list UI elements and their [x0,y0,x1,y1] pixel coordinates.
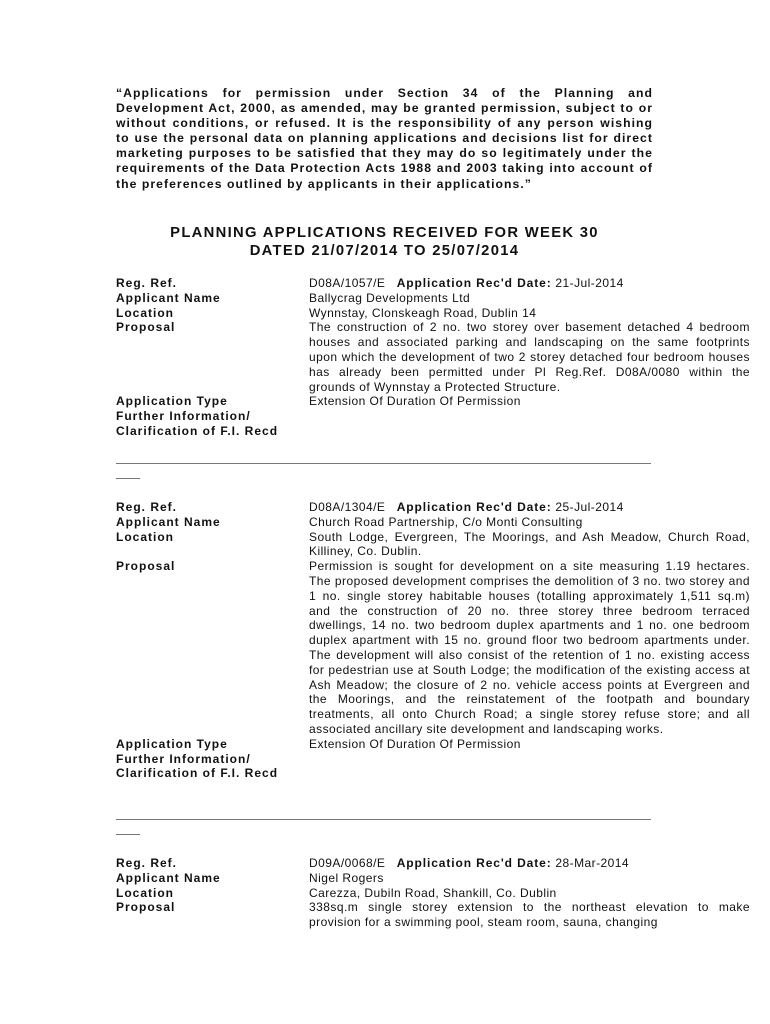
reg-ref-number: D08A/1057/E [309,276,386,290]
separator-stub [116,834,140,835]
reg-ref-value [309,500,750,515]
further-info-label: Further Information/ [116,409,251,424]
list-title: PLANNING APPLICATIONS RECEIVED FOR WEEK 30 [170,225,599,241]
applicant-name-label: Applicant Name [116,290,221,305]
applicant-name-value: Church Road Partnership, C/o Monti Consulting [309,514,583,529]
recd-date-value: 28-Mar-2014 [555,856,630,870]
proposal-label: Proposal [116,559,176,574]
location-value: Carezza, Dubiln Road, Shankill, Co. Dublin [309,885,557,900]
applicant-name-label: Applicant Name [116,514,221,529]
list-date-range: DATED 21/07/2014 TO 25/07/2014 [249,243,520,259]
application-type-value: Extension Of Duration Of Permission [309,394,521,409]
reg-ref-value [309,276,750,291]
application-type-value: Extension Of Duration Of Permission [309,736,521,751]
recd-date-value: 21-Jul-2014 [555,276,624,290]
reg-ref-label: Reg. Ref. [116,276,178,290]
reg-ref-label: Reg. Ref. [116,500,178,514]
recd-date-label: Application Rec'd Date: [396,856,552,870]
proposal-value: The construction of 2 no. two storey over basement detached 4 bedroom houses and associated parking and landscaping on the same footprints upon which the development of two 2 storey detached four bedroom houses has already been permitted under Pl Reg.Ref. D08A/0080 within the grounds of Wynnstay a Protected Structure. [309,320,750,394]
separator-line [116,819,651,820]
clarification-label: Clarification of F.I. Recd [116,423,279,438]
application-record [116,500,750,781]
location-label: Location [116,305,174,320]
recd-date-value: 25-Jul-2014 [555,500,624,514]
record-separator [116,815,651,837]
record-separator [116,459,651,481]
application-record [116,856,750,930]
application-type-label: Application Type [116,736,228,751]
reg-ref-number: D08A/1304/E [309,500,386,514]
reg-ref-value [309,856,750,871]
application-type-label: Application Type [116,394,228,409]
applicant-name-value: Nigel Rogers [309,870,384,885]
separator-stub [116,478,140,479]
applicant-name-value: Ballycrag Developments Ltd [309,290,471,305]
further-info-label: Further Information/ [116,751,251,766]
reg-ref-label: Reg. Ref. [116,856,178,870]
proposal-label: Proposal [116,320,176,335]
recd-date-label: Application Rec'd Date: [396,500,552,514]
location-value: Wynnstay, Clonskeagh Road, Dublin 14 [309,305,537,320]
proposal-value: 338sq.m single storey extension to the northeast elevation to make provision for a swimming pool, steam room, sauna, changing [309,900,750,930]
separator-line [116,463,651,464]
data-protection-disclaimer: “Applications for permission under Section 34 of the Planning and Development Act, 2000, as amended, may be granted permission, subject to or without conditions, or refused. It is the responsibility of any person wishing to use the personal data on planning applications and decisions list for direct marketing purposes to be satisfied that they may do so legitimately under the requirements of the Data Protection Acts 1988 and 2003 taking into account of the preferences outlined by applicants in their applications.” [116,86,653,191]
proposal-value: Permission is sought for development on a site measuring 1.19 hectares. The proposed development comprises the demolition of 3 no. two storey and 1 no. single storey habitable houses (totalling approximately 1,511 sq.m) and the construction of 20 no. three storey three bedroom terraced dwellings, 14 no. two bedroom duplex apartments and 1 no. one bedroom duplex apartment with 15 no. ground floor two bedroom apartments under. The development will also consist of the retention of 1 no. existing access for pedestrian use at South Lodge; the modification of the existing access at Ash Meadow; the closure of 2 no. vehicle access points at Evergreen and the Moorings, and the reinstatement of the footpath and boundary treatments, all onto Church Road; a single storey refuse store; and all associated ancillary site development and landscaping works. [309,559,750,736]
location-value: South Lodge, Evergreen, The Moorings, and Ash Meadow, Church Road, Killiney, Co. Dublin. [309,529,750,559]
reg-ref-number: D09A/0068/E [309,856,386,870]
proposal-label: Proposal [116,900,176,915]
applicant-name-label: Applicant Name [116,870,221,885]
clarification-label: Clarification of F.I. Recd [116,766,279,781]
location-label: Location [116,529,174,544]
application-record [116,276,750,439]
location-label: Location [116,885,174,900]
recd-date-label: Application Rec'd Date: [396,276,552,290]
